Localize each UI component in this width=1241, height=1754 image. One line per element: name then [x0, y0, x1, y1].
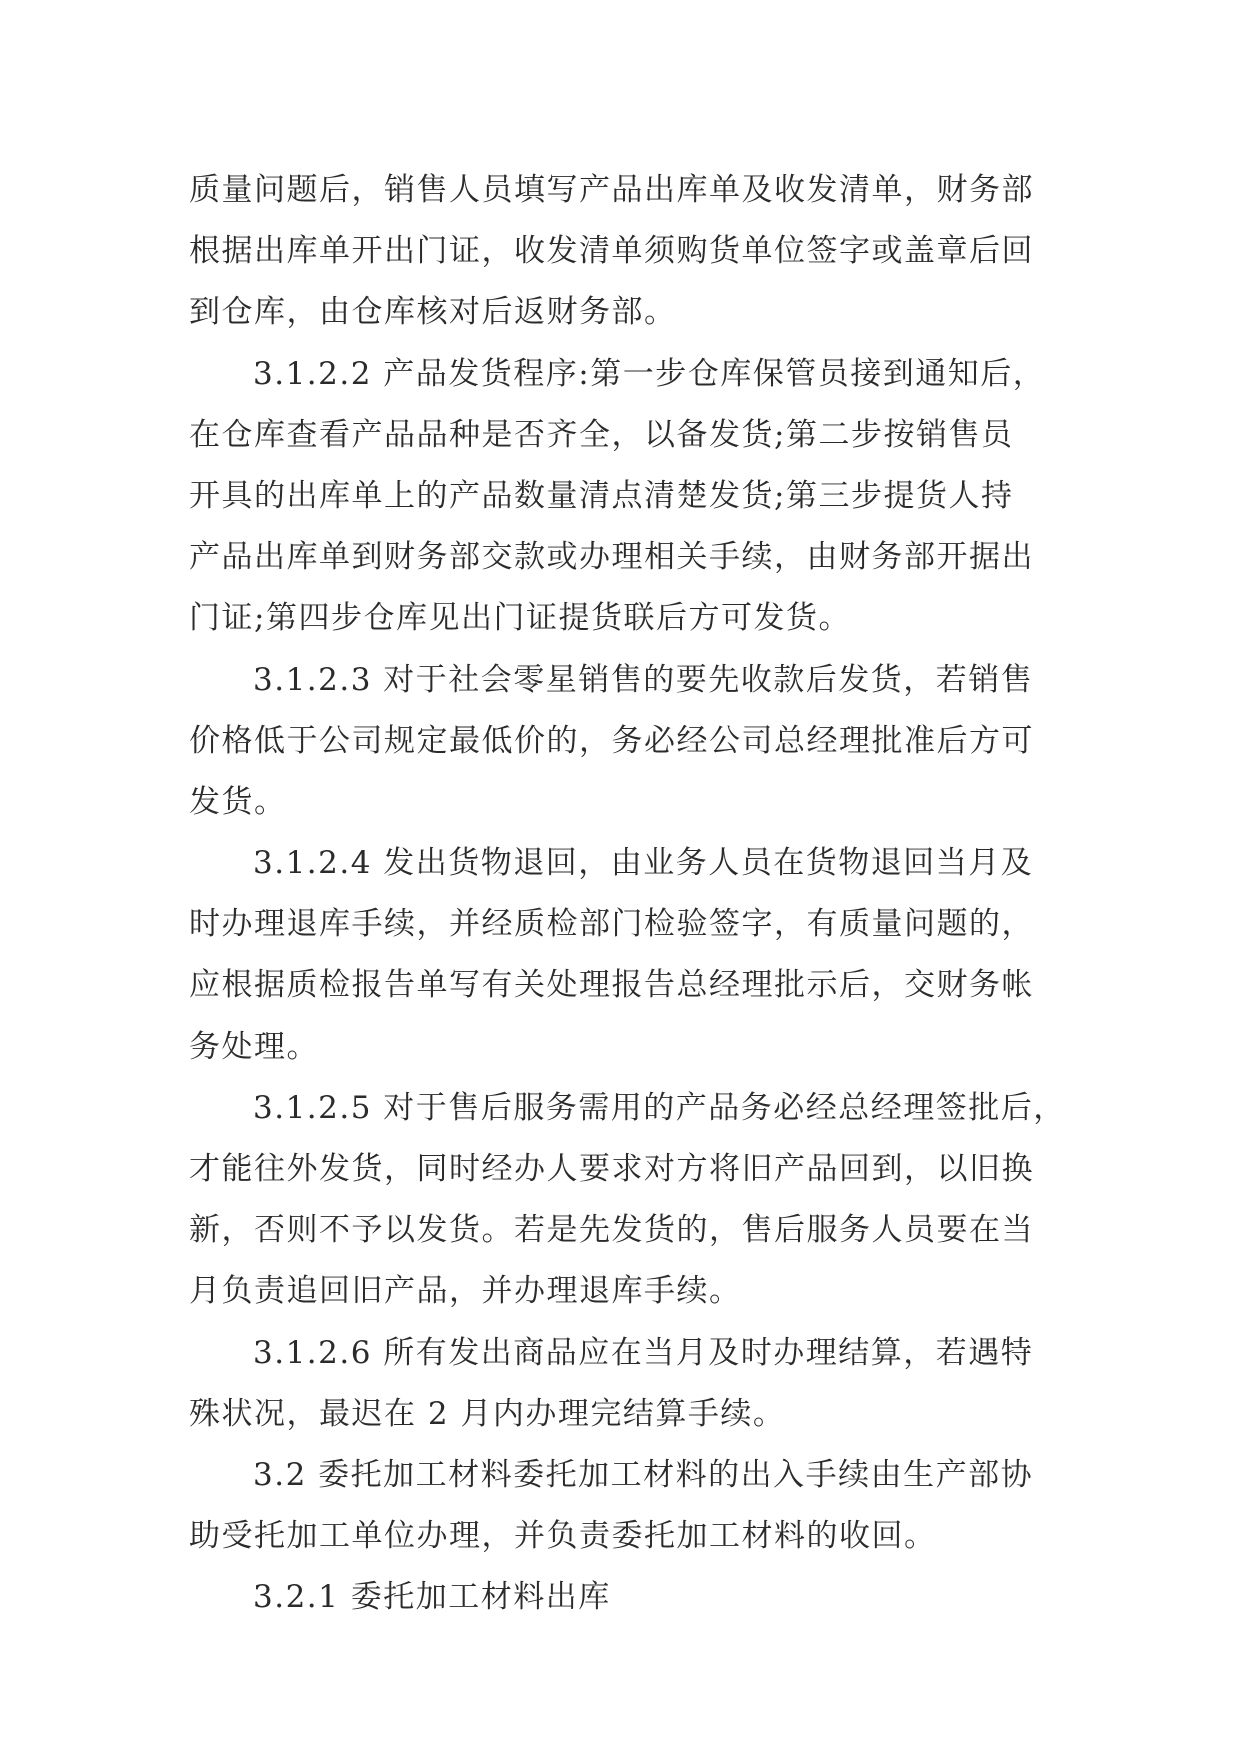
section-3-1-2-3-heading-line: 3.1.2.3 对于社会零星销售的要先收款后发货，若销售 [253, 661, 1034, 698]
section-3-1-2-4-heading-line: 3.1.2.4 发出货物退回，由业务人员在货物退回当月及 [253, 845, 1034, 882]
section-3-1-2-6-heading-line: 3.1.2.6 所有发出商品应在当月及时办理结算，若遇特 [253, 1334, 1034, 1371]
section-3-2-1-heading-line: 3.2.1 委托加工材料出库 [253, 1579, 611, 1616]
document-body [189, 160, 1066, 1629]
text-line: 应根据质检报告单写有关处理报告总经理批示后，交财务帐 [189, 967, 1034, 1004]
text-line: 新，否则不予以发货。若是先发货的，售后服务人员要在当 [189, 1212, 1034, 1249]
text-line: 月负责追回旧产品，并办理退库手续。 [189, 1273, 742, 1310]
section-3-1-2-2-heading-line: 3.1.2.2 产品发货程序:第一步仓库保管员接到通知后， [253, 355, 1046, 392]
text-line: 在仓库查看产品品种是否齐全，以备发货;第二步按销售员 [189, 416, 1014, 453]
text-line: 产品出库单到财务部交款或办理相关手续，由财务部开据出 [189, 539, 1034, 576]
section-3-1-2-5-heading-line: 3.1.2.5 对于售后服务需用的产品务必经总经理签批后， [253, 1089, 1066, 1126]
text-line: 时办理退库手续，并经质检部门检验签字，有质量问题的， [189, 906, 1034, 943]
text-line: 根据出库单开出门证，收发清单须购货单位签字或盖章后回 [189, 233, 1034, 270]
text-line: 务处理。 [189, 1028, 319, 1065]
text-line: 殊状况，最迟在 2 月内办理完结算手续。 [189, 1395, 786, 1432]
text-line: 发货。 [189, 783, 287, 820]
text-line: 价格低于公司规定最低价的，务必经公司总经理批准后方可 [189, 722, 1034, 759]
text-line: 质量问题后，销售人员填写产品出库单及收发清单，财务部 [189, 172, 1034, 208]
section-3-2-heading-line: 3.2 委托加工材料委托加工材料的出入手续由生产部协 [253, 1456, 1034, 1493]
text-line: 到仓库，由仓库核对后返财务部。 [189, 294, 677, 331]
text-line: 才能往外发货，同时经办人要求对方将旧产品回到，以旧换 [189, 1151, 1034, 1187]
text-line: 助受托加工单位办理，并负责委托加工材料的收回。 [189, 1518, 937, 1555]
text-line: 开具的出库单上的产品数量清点清楚发货;第三步提货人持 [189, 477, 1014, 514]
text-line: 门证;第四步仓库见出门证提货联后方可发货。 [189, 600, 851, 637]
